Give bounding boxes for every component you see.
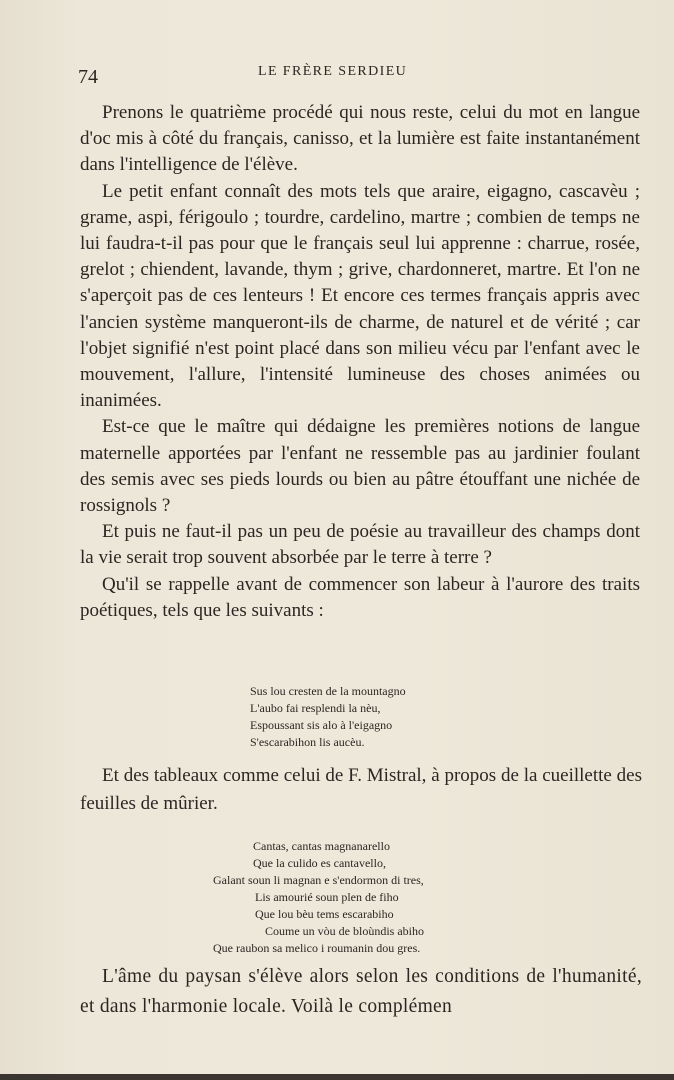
poem-line: Lis amourié soun plen de fiho [255, 890, 399, 904]
paragraph: Et des tableaux comme celui de F. Mistral, à propos de la cueillette des feuilles de mûrier. [80, 765, 642, 814]
body-text [80, 100, 640, 624]
poem-line: S'escarabihon lis aucèu. [250, 735, 365, 749]
body-text-bottom [80, 962, 642, 1022]
poem-line: Coume un vòu de bloùndis abiho [265, 924, 424, 938]
paragraph: Est-ce que le maître qui dédaigne les premières notions de langue maternelle apportées par l'enfant ne ressemble pas au jardinier foulant des semis avec ses pieds lourds ou bien au pâtre étouffant une nichée de rossignols ? [80, 416, 640, 517]
page-header [78, 60, 640, 90]
body-text-middle [80, 762, 642, 818]
paragraph: Le petit enfant connaît des mots tels que araire, eigagno, cascavèu ; grame, aspi, férigoulo ; tourdre, cardelino, martre ; combien de temps ne lui faudra-t-il pas pour que le français seul lui apprenne : charrue, rosée, grelot ; chiendent, lavande, thym ; grive, chardonneret, martre. Et l'on ne s'aperçoit pas de ces lenteurs ! Et encore ces termes français appris avec l'ancien système manqueront-ils de charme, de naturel et de vérité ; car l'objet signifié n'est point placé dans son milieu vécu par l'enfant avec le mouvement, l'allure, l'intensité lumineuse des choses animées ou inanimées. [80, 180, 640, 412]
poem-line: Sus lou cresten de la mountagno [250, 684, 406, 698]
poem-line: Que raubon sa melico i roumanin dou gres. [213, 941, 421, 955]
poem-line: L'aubo fai resplendi la nèu, [250, 701, 381, 715]
paragraph: Et puis ne faut-il pas un peu de poésie au travailleur des champs dont la vie serait trop souvent absorbée par le terre à terre ? [80, 521, 640, 569]
poem-line: Que lou bèu tems escarabiho [255, 907, 394, 921]
poem-line: Que la culido es cantavello, [253, 856, 386, 870]
page-number: 74 [78, 66, 98, 88]
poem-stanza [250, 683, 406, 751]
paragraph: Prenons le quatrième procédé qui nous reste, celui du mot en langue d'oc mis à côté du français, canisso, et la lumière est faite instantanément dans l'intelligence de l'élève. [80, 102, 640, 176]
paragraph: L'âme du paysan s'élève alors selon les conditions de l'humanité, et dans l'harmonie locale. Voilà le complémen [80, 966, 642, 1017]
paragraph: Qu'il se rappelle avant de commencer son labeur à l'aurore des traits poétiques, tels que les suivants : [80, 573, 640, 621]
poem-line: Galant soun li magnan e s'endormon di tres, [213, 873, 424, 887]
running-title: LE FRÈRE SERDIEU [258, 64, 408, 79]
poem-stanza-mistral [213, 838, 424, 957]
poem-line: Espoussant sis alo à l'eigagno [250, 718, 393, 732]
page-bottom-edge [0, 1074, 674, 1080]
poem-line: Cantas, cantas magnanarello [253, 839, 390, 853]
